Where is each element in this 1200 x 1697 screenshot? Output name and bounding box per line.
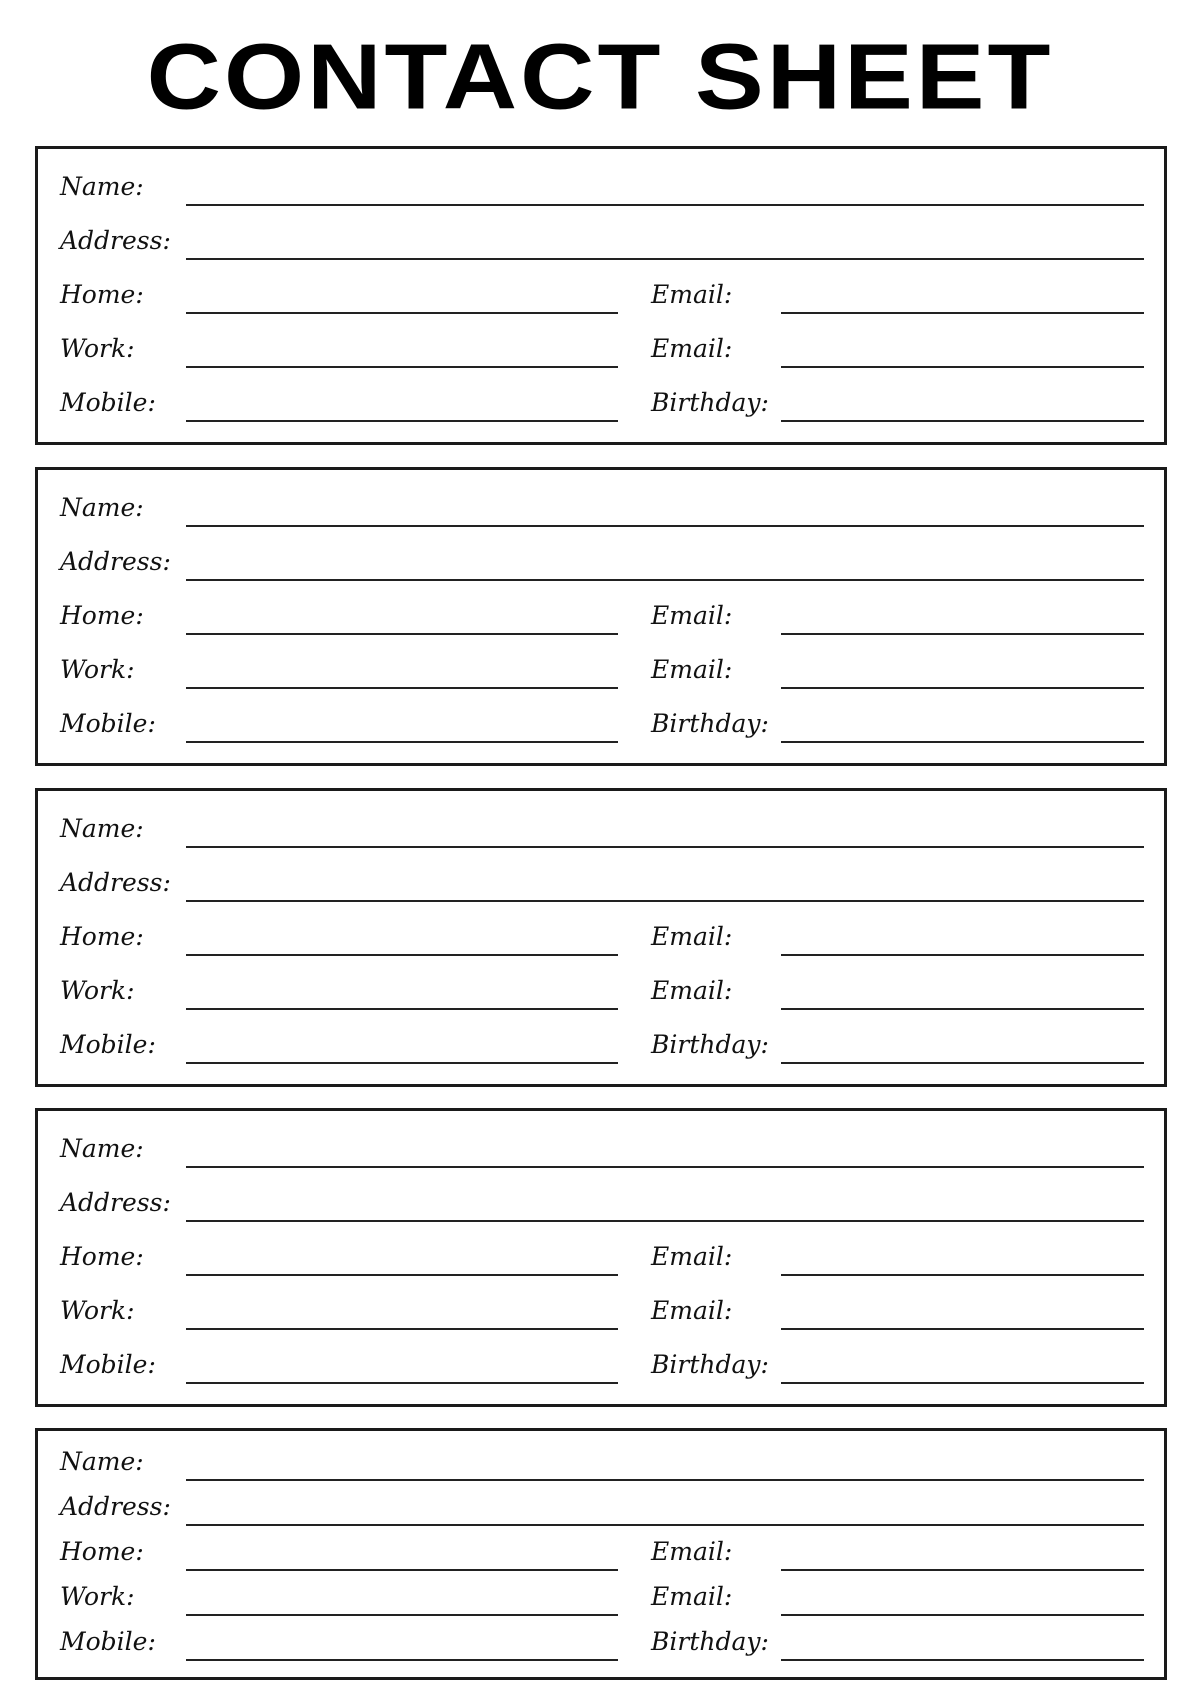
- name-input-line[interactable]: [186, 204, 1144, 206]
- email-input-line[interactable]: [781, 1274, 1144, 1276]
- email-label: Email:: [651, 976, 733, 1005]
- contact-card: [35, 1108, 1167, 1407]
- work-label: Work:: [60, 1296, 135, 1325]
- name-input-line[interactable]: [186, 1166, 1144, 1168]
- email-label: Email:: [651, 1537, 733, 1566]
- mobile-label: Mobile:: [60, 1030, 156, 1059]
- mobile-label: Mobile:: [60, 709, 156, 738]
- email-input-line[interactable]: [781, 1328, 1144, 1330]
- birthday-input-line[interactable]: [781, 1659, 1144, 1661]
- contact-card: [35, 788, 1167, 1087]
- address-input-line[interactable]: [186, 258, 1144, 260]
- email-input-line[interactable]: [781, 633, 1144, 635]
- work-input-line[interactable]: [186, 687, 618, 689]
- birthday-label: Birthday:: [651, 1030, 769, 1059]
- birthday-label: Birthday:: [651, 709, 769, 738]
- email-label: Email:: [651, 655, 733, 684]
- mobile-input-line[interactable]: [186, 420, 618, 422]
- name-label: Name:: [60, 1447, 144, 1476]
- email-input-line[interactable]: [781, 1569, 1144, 1571]
- birthday-input-line[interactable]: [781, 1382, 1144, 1384]
- address-label: Address:: [60, 226, 171, 255]
- name-input-line[interactable]: [186, 525, 1144, 527]
- mobile-input-line[interactable]: [186, 1062, 618, 1064]
- email-label: Email:: [651, 334, 733, 363]
- birthday-input-line[interactable]: [781, 1062, 1144, 1064]
- birthday-label: Birthday:: [651, 1350, 769, 1379]
- work-input-line[interactable]: [186, 1008, 618, 1010]
- name-input-line[interactable]: [186, 1479, 1144, 1481]
- home-input-line[interactable]: [186, 1569, 618, 1571]
- mobile-input-line[interactable]: [186, 1659, 618, 1661]
- page-title: CONTACT SHEET: [146, 24, 1054, 129]
- birthday-label: Birthday:: [651, 1627, 769, 1656]
- home-input-line[interactable]: [186, 633, 618, 635]
- address-input-line[interactable]: [186, 900, 1144, 902]
- work-input-line[interactable]: [186, 1328, 618, 1330]
- name-label: Name:: [60, 1134, 144, 1163]
- address-input-line[interactable]: [186, 1220, 1144, 1222]
- contact-card: [35, 1428, 1167, 1680]
- address-label: Address:: [60, 1188, 171, 1217]
- home-input-line[interactable]: [186, 1274, 618, 1276]
- work-label: Work:: [60, 976, 135, 1005]
- contact-card: [35, 467, 1167, 766]
- mobile-label: Mobile:: [60, 1350, 156, 1379]
- home-input-line[interactable]: [186, 954, 618, 956]
- work-label: Work:: [60, 334, 135, 363]
- email-input-line[interactable]: [781, 312, 1144, 314]
- work-input-line[interactable]: [186, 366, 618, 368]
- email-input-line[interactable]: [781, 1008, 1144, 1010]
- work-input-line[interactable]: [186, 1614, 618, 1616]
- email-label: Email:: [651, 1296, 733, 1325]
- birthday-label: Birthday:: [651, 388, 769, 417]
- email-input-line[interactable]: [781, 1614, 1144, 1616]
- address-input-line[interactable]: [186, 1524, 1144, 1526]
- mobile-label: Mobile:: [60, 388, 156, 417]
- home-label: Home:: [60, 601, 144, 630]
- home-label: Home:: [60, 922, 144, 951]
- work-label: Work:: [60, 655, 135, 684]
- address-label: Address:: [60, 868, 171, 897]
- birthday-input-line[interactable]: [781, 420, 1144, 422]
- home-label: Home:: [60, 280, 144, 309]
- name-input-line[interactable]: [186, 846, 1144, 848]
- contact-card: [35, 146, 1167, 445]
- email-label: Email:: [651, 922, 733, 951]
- email-input-line[interactable]: [781, 687, 1144, 689]
- mobile-label: Mobile:: [60, 1627, 156, 1656]
- address-input-line[interactable]: [186, 579, 1144, 581]
- email-label: Email:: [651, 601, 733, 630]
- name-label: Name:: [60, 493, 144, 522]
- email-label: Email:: [651, 280, 733, 309]
- home-input-line[interactable]: [186, 312, 618, 314]
- home-label: Home:: [60, 1537, 144, 1566]
- name-label: Name:: [60, 172, 144, 201]
- address-label: Address:: [60, 1492, 171, 1521]
- work-label: Work:: [60, 1582, 135, 1611]
- email-label: Email:: [651, 1582, 733, 1611]
- address-label: Address:: [60, 547, 171, 576]
- email-input-line[interactable]: [781, 954, 1144, 956]
- birthday-input-line[interactable]: [781, 741, 1144, 743]
- name-label: Name:: [60, 814, 144, 843]
- email-label: Email:: [651, 1242, 733, 1271]
- email-input-line[interactable]: [781, 366, 1144, 368]
- mobile-input-line[interactable]: [186, 741, 618, 743]
- mobile-input-line[interactable]: [186, 1382, 618, 1384]
- home-label: Home:: [60, 1242, 144, 1271]
